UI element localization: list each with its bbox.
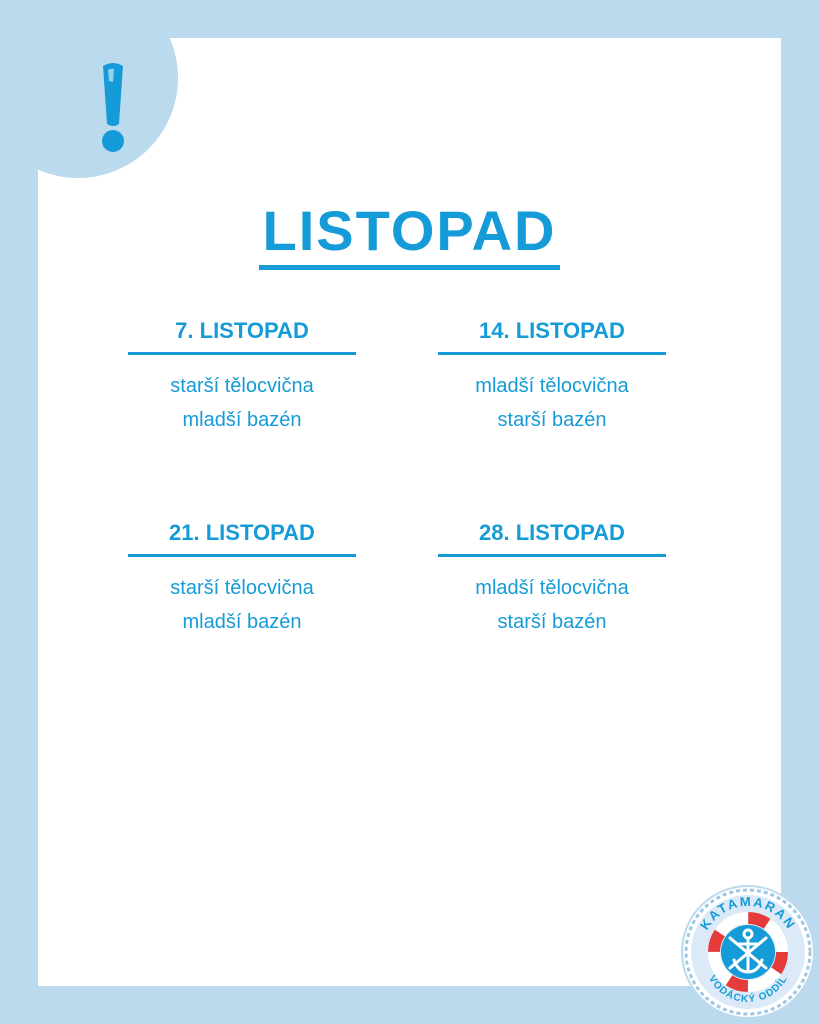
schedule-line: mladší tělocvična (475, 577, 629, 599)
schedule-line: mladší bazén (182, 409, 302, 431)
schedule-date: 7. LISTOPAD (128, 316, 356, 355)
schedule-item (438, 518, 666, 639)
page-card (38, 38, 781, 986)
schedule-date: 28. LISTOPAD (438, 518, 666, 557)
schedule-line: starší bazén (497, 611, 607, 633)
schedule-line: starší bazén (497, 409, 607, 431)
schedule-item (128, 316, 356, 437)
logo-bottom-text: VODÁCKÝ ODDÍL (706, 973, 790, 1006)
schedule-item (438, 316, 666, 437)
page-title-text: LISTOPAD (259, 203, 561, 270)
corner-badge (0, 0, 178, 178)
schedule-line: starší tělocvična (170, 375, 314, 397)
schedule-line: starší tělocvična (170, 577, 314, 599)
page-title (38, 198, 781, 270)
schedule-date: 21. LISTOPAD (128, 518, 356, 557)
schedule-line: mladší tělocvična (475, 375, 629, 397)
exclamation-icon (96, 62, 130, 154)
club-logo (680, 884, 816, 1020)
logo-top-text: KATAMARAN (696, 893, 800, 933)
schedule-item (128, 518, 356, 639)
schedule-date: 14. LISTOPAD (438, 316, 666, 355)
schedule-line: mladší bazén (182, 611, 302, 633)
